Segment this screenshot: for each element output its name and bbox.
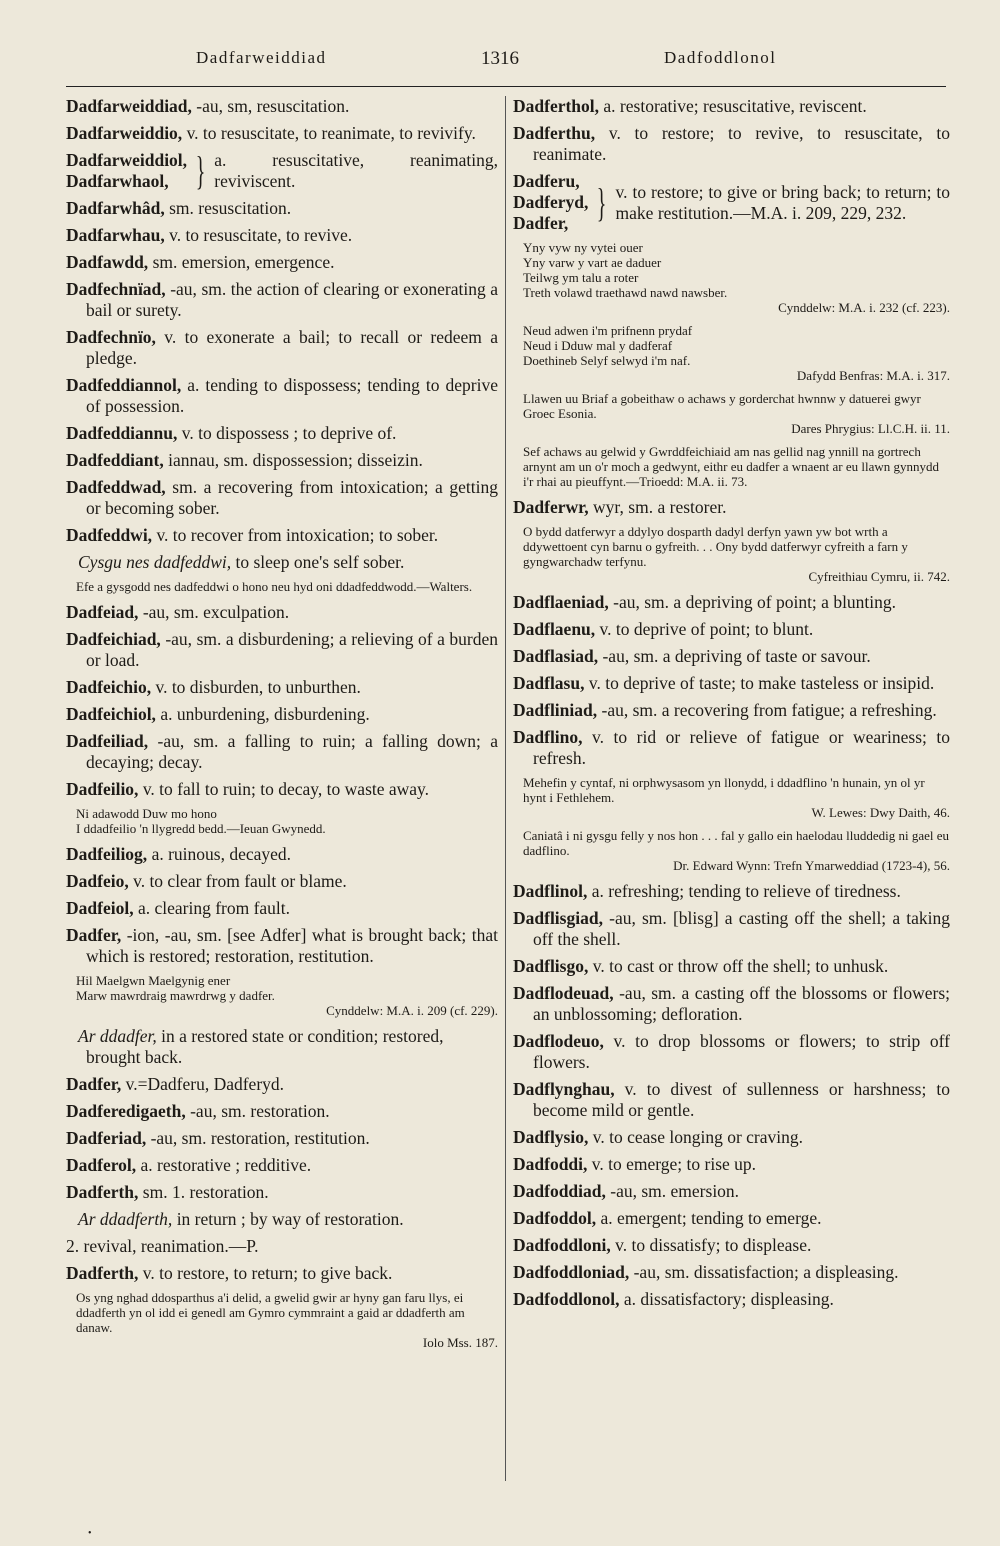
phrase-gloss: in return ; by way of restoration. — [172, 1209, 404, 1229]
entry-group — [513, 171, 950, 234]
citation — [513, 775, 950, 820]
definition: -au, sm. [blisg] a casting off the shell; a taking off the shell. — [533, 908, 950, 949]
dictionary-entry — [66, 602, 498, 623]
entry-group — [66, 150, 498, 192]
running-head-left: Dadfarweiddiad — [196, 48, 327, 67]
definition: v. to resuscitate, to reanimate, to revivify. — [182, 123, 476, 143]
headword: Dadflaeniad, — [513, 592, 609, 612]
definition: v. to restore; to revive, to resuscitate, to reanimate. — [533, 123, 950, 164]
definition: sm. emersion, emergence. — [148, 252, 335, 272]
headword: Dadfarweiddiad, — [66, 96, 192, 116]
citation-source: Dafydd Benfras: M.A. i. 317. — [796, 368, 950, 383]
dictionary-entry — [513, 673, 950, 694]
headword: Dadflino, — [513, 727, 583, 747]
headword: Dadfarweiddio, — [66, 123, 183, 143]
headword: Dadflodeuad, — [513, 983, 614, 1003]
citation-line: Neud i Dduw mal y dadferaf — [523, 338, 673, 353]
dictionary-entry — [513, 619, 950, 640]
headword: Dadfeichiad, — [66, 629, 161, 649]
definition: v. to emerge; to rise up. — [587, 1154, 757, 1174]
definition: v. to cast or throw off the shell; to unhusk. — [588, 956, 889, 976]
citation-source: Cynddelw: M.A. i. 232 (cf. 223). — [778, 300, 950, 315]
headword: Dadfarwhaol, — [66, 171, 169, 191]
definition: -au, sm. emersion. — [605, 1181, 740, 1201]
definition: v. to restore, to return; to give back. — [138, 1263, 393, 1283]
dictionary-entry — [513, 123, 950, 165]
dictionary-entry — [66, 252, 498, 273]
definition: v. to dissatisfy; to displease. — [610, 1235, 812, 1255]
definition: v. to rid or relieve of fatigue or weariness; to refresh. — [533, 727, 950, 768]
definition: sm. 1. restoration. — [138, 1182, 269, 1202]
headword: Dadferthol, — [513, 96, 600, 116]
dictionary-entry — [66, 225, 498, 246]
headword: Dadflysio, — [513, 1127, 589, 1147]
definition: sm. a recovering from intoxication; a getting or becoming sober. — [86, 477, 498, 518]
definition: a. restorative; resuscitative, reviscent. — [599, 96, 867, 116]
citation — [513, 323, 950, 383]
definition: iannau, sm. dispossession; disseizin. — [163, 450, 423, 470]
dictionary-entry — [66, 96, 498, 117]
citation-line: Efe a gysgodd nes dadfeddwi o hono neu hyd oni ddadfeddwodd.—Walters. — [76, 579, 473, 594]
dictionary-entry — [66, 525, 498, 546]
definition: a. dissatisfactory; displeasing. — [619, 1289, 834, 1309]
headword: Dadfeddwi, — [66, 525, 153, 545]
dictionary-entry — [513, 881, 950, 902]
definition: v. to disburden, to unburthen. — [151, 677, 361, 697]
headword: Dadferyd, — [513, 192, 589, 212]
dictionary-entry — [513, 1079, 950, 1121]
definition: a. unburdening, disburdening. — [155, 704, 370, 724]
phrase: Cysgu nes dadfeddwi, — [78, 552, 232, 572]
dictionary-entry — [66, 1074, 498, 1095]
dictionary-entry — [513, 592, 950, 613]
headword-stack — [66, 150, 187, 192]
definition: -au, sm. dissatisfaction; a displeasing. — [629, 1262, 899, 1282]
definition: v. to fall to ruin; to decay, to waste away. — [138, 779, 430, 799]
dictionary-entry — [513, 1181, 950, 1202]
citation-line: Yny varw y vart ae daduer — [523, 255, 662, 270]
dictionary-entry — [513, 908, 950, 950]
citation-line: Ni adawodd Duw mo hono — [76, 806, 217, 821]
headword: Dadfeiad, — [66, 602, 139, 622]
phrase-gloss: in a restored state or condition; restored, brought back. — [86, 1026, 444, 1067]
definition: a. restorative ; redditive. — [136, 1155, 312, 1175]
dictionary-entry — [66, 629, 498, 671]
citation — [66, 806, 498, 836]
headword: Dadfeddiannu, — [66, 423, 178, 443]
headword: Dadflinol, — [513, 881, 588, 901]
dictionary-entry — [513, 497, 950, 518]
headword: Dadflisgiad, — [513, 908, 603, 928]
definition: wyr, sm. a restorer. — [588, 497, 727, 517]
headword: Dadfarwhau, — [66, 225, 165, 245]
dictionary-entry — [513, 1127, 950, 1148]
definition: sm. resuscitation. — [164, 198, 292, 218]
dictionary-entry — [513, 1289, 950, 1310]
citation-source: W. Lewes: Dwy Daith, 46. — [811, 805, 950, 820]
dictionary-entry — [513, 1154, 950, 1175]
dictionary-entry — [66, 198, 498, 219]
page-number: 1316 — [481, 48, 519, 69]
dictionary-entry — [513, 700, 950, 721]
dictionary-entry — [66, 779, 498, 800]
running-head-right: Dadfoddlonol — [664, 48, 777, 67]
definition: v. to drop blossoms or flowers; to strip off flowers. — [533, 1031, 950, 1072]
headword: Dadferiad, — [66, 1128, 147, 1148]
phrase-gloss: to sleep one's self sober. — [231, 552, 405, 572]
stray-mark: • — [88, 1528, 92, 1539]
definition: a. ruinous, decayed. — [147, 844, 292, 864]
dictionary-entry — [66, 1101, 498, 1122]
dictionary-entry — [66, 1128, 498, 1149]
headword: Dadfarwhâd, — [66, 198, 165, 218]
citation — [66, 579, 498, 594]
headword: Dadfeichio, — [66, 677, 152, 697]
example-phrase — [66, 552, 498, 573]
headword: Dadfliniad, — [513, 700, 598, 720]
citation-line: O bydd datferwyr a ddylyo dosparth dadyl derfyn yawn yw bot wrth a ddywettoent cyn barnu o gyfreith. . . Ony bydd datferwyr cyfreith a farn y gyngwarchadw terfynu. — [523, 524, 908, 569]
headword: Dadflaenu, — [513, 619, 596, 639]
definition: v. to clear from fault or blame. — [128, 871, 347, 891]
citation — [66, 1290, 498, 1350]
definition: -au, sm, resuscitation. — [191, 96, 350, 116]
definition: -au, sm. restoration. — [185, 1101, 330, 1121]
headword: Dadfarweiddiol, — [66, 150, 188, 170]
dictionary-entry — [66, 898, 498, 919]
headword: Dadflisgo, — [513, 956, 589, 976]
headword: Dadfeiol, — [66, 898, 134, 918]
headword: Dadfoddi, — [513, 1154, 588, 1174]
dictionary-entry — [66, 375, 498, 417]
column-divider — [505, 96, 506, 1481]
definition: v. to recover from intoxication; to sober. — [152, 525, 439, 545]
headword: Dadfeddiannol, — [66, 375, 182, 395]
definition: a. tending to dispossess; tending to deprive of possession. — [86, 375, 498, 416]
dictionary-entry — [66, 123, 498, 144]
headword: Dadferthu, — [513, 123, 596, 143]
citation-line: Teilwg ym talu a roter — [523, 270, 639, 285]
citation — [513, 240, 950, 315]
definition: -au, sm. a casting off the blossoms or flowers; an unblossoming; defloration. — [533, 983, 950, 1024]
citation-line: Caniatâ i ni gysgu felly y nos hon . . . fal y gallo ein haelodau lluddedig ni gael eu dadflino. — [523, 828, 950, 858]
dictionary-entry — [66, 1263, 498, 1284]
dictionary-entry — [66, 477, 498, 519]
dictionary-entry — [66, 731, 498, 773]
definition: -au, sm. a disburdening; a relieving of a burden or load. — [86, 629, 498, 670]
headword: Dadfechnïo, — [66, 327, 156, 347]
dictionary-entry — [66, 279, 498, 321]
citation-line: I ddadfeilio 'n llygredd bedd.—Ieuan Gwynedd. — [76, 821, 326, 836]
definition: -au, sm. restoration, restitution. — [146, 1128, 370, 1148]
citation-line: Yny vyw ny vytei ouer — [523, 240, 643, 255]
citation — [513, 524, 950, 584]
definition: v. to restore; to give or bring back; to return; to make restitution.—M.A. i. 209, 229, 232. — [615, 181, 950, 223]
dictionary-entry — [513, 646, 950, 667]
headword: Dadfeiliad, — [66, 731, 149, 751]
sense-line: 2. revival, reanimation.—P. — [66, 1236, 259, 1256]
definition: -au, sm. a falling to ruin; a falling down; a decaying; decay. — [86, 731, 498, 772]
definition: v. to resuscitate, to revive. — [164, 225, 353, 245]
headword: Dadfer, — [513, 213, 569, 233]
headword: Dadfawdd, — [66, 252, 149, 272]
citation-line: Os yng nghad ddosparthus a'i delid, a gwelid gwir ar hyny gan faru llys, ei ddadferth yn ol idd ei genedl am Gymro cymmraint a gaid ar ddadferth am danaw. — [76, 1290, 465, 1335]
citation — [513, 444, 950, 489]
phrase: Ar ddadferth, — [78, 1209, 173, 1229]
citation — [66, 973, 498, 1018]
dictionary-entry — [513, 96, 950, 117]
dictionary-entry — [513, 956, 950, 977]
dictionary-entry — [513, 1235, 950, 1256]
definition: v.=Dadferu, Dadferyd. — [121, 1074, 285, 1094]
dictionary-entry — [66, 1155, 498, 1176]
definition: -au, sm. exculpation. — [138, 602, 290, 622]
definition: a. refreshing; tending to relieve of tiredness. — [587, 881, 901, 901]
citation-source: Cynddelw: M.A. i. 209 (cf. 229). — [326, 1003, 498, 1018]
citation-line: Treth volawd traethawd nawd nawsber. — [523, 285, 728, 300]
headword: Dadflynghau, — [513, 1079, 615, 1099]
dictionary-entry — [66, 1182, 498, 1203]
definition: v. to divest of sullenness or harshness; to become mild or gentle. — [533, 1079, 950, 1120]
dictionary-entry — [66, 704, 498, 725]
definition: v. to deprive of point; to blunt. — [595, 619, 814, 639]
citation — [513, 828, 950, 873]
dictionary-entry — [513, 727, 950, 769]
headword: Dadferu, — [513, 171, 580, 191]
dictionary-entry — [513, 1031, 950, 1073]
dictionary-entry — [66, 327, 498, 369]
citation-line: Hil Maelgwn Maelgynig ener — [76, 973, 231, 988]
dictionary-entry — [66, 871, 498, 892]
citation-source: Dares Phrygius: Ll.C.H. ii. 11. — [791, 421, 950, 436]
headword: Dadfeilio, — [66, 779, 139, 799]
definition: v. to dispossess ; to deprive of. — [177, 423, 397, 443]
headword: Dadfoddloniad, — [513, 1262, 630, 1282]
citation-line: Llawen uu Briaf a gobeithaw o achaws y gorderchat hwnnw y datuerei gwyr Groec Esonia. — [523, 391, 921, 421]
definition: v. to deprive of taste; to make tasteless or insipid. — [584, 673, 935, 693]
example-phrase — [66, 1026, 498, 1068]
dictionary-entry — [66, 677, 498, 698]
citation — [513, 391, 950, 436]
dictionary-entry — [66, 844, 498, 865]
headword: Dadfoddiad, — [513, 1181, 606, 1201]
headword: Dadfoddloni, — [513, 1235, 611, 1255]
definition: a. resuscitative, reanimating, reviviscent. — [214, 150, 498, 191]
citation-source: Iolo Mss. 187. — [422, 1335, 498, 1350]
header-rule — [66, 86, 946, 87]
citation-line: Neud adwen i'm prifnenn prydaf — [523, 323, 693, 338]
headword: Dadfoddlonol, — [513, 1289, 620, 1309]
citation-line: Sef achaws au gelwid y Gwrddfeichiaid am nas gellid nag ynnill na gortrech arnynt am un o'r moch a gedwynt, eithr eu dadfer a wnaent ar eu llawn gynnydd i'r rhai au pieuffynt.—Trioedd: M.A. ii. 73. — [523, 444, 940, 489]
citation-line: Doethineb Selyf selwyd i'm naf. — [523, 353, 691, 368]
definition: v. to exonerate a bail; to recall or redeem a pledge. — [86, 327, 498, 368]
headword-stack — [513, 171, 588, 234]
phrase: Ar ddadfer, — [78, 1026, 157, 1046]
headword: Dadfeiliog, — [66, 844, 148, 864]
definition: -au, sm. the action of clearing or exonerating a bail or surety. — [86, 279, 498, 320]
headword: Dadferedigaeth, — [66, 1101, 186, 1121]
headword: Dadfer, — [66, 925, 122, 945]
dictionary-entry — [66, 925, 498, 967]
citation-line: Marw mawrdraig mawrdrwg y dadfer. — [76, 988, 275, 1003]
dictionary-entry — [66, 423, 498, 444]
citation-source: Dr. Edward Wynn: Trefn Ymarweddiad (1723-4), 56. — [673, 858, 950, 873]
dictionary-entry — [66, 450, 498, 471]
headword: Dadflasu, — [513, 673, 585, 693]
left-column — [66, 96, 498, 1358]
headword: Dadfechnïad, — [66, 279, 166, 299]
dictionary-entry — [513, 1262, 950, 1283]
headword: Dadflasiad, — [513, 646, 599, 666]
definition: a. clearing from fault. — [133, 898, 291, 918]
definition: -ion, -au, sm. [see Adfer] what is brought back; that which is restored; restoration, restitution. — [86, 925, 498, 966]
example-phrase — [66, 1209, 498, 1230]
headword: Dadferth, — [66, 1182, 139, 1202]
definition: a. emergent; tending to emerge. — [596, 1208, 822, 1228]
headword: Dadfeddwad, — [66, 477, 166, 497]
headword: Dadferwr, — [513, 497, 589, 517]
definition: -au, sm. a depriving of point; a blunting. — [608, 592, 897, 612]
headword: Dadferol, — [66, 1155, 137, 1175]
headword: Dadfer, — [66, 1074, 122, 1094]
dictionary-entry — [513, 983, 950, 1025]
headword: Dadfoddol, — [513, 1208, 597, 1228]
headword: Dadferth, — [66, 1263, 139, 1283]
headword: Dadfeio, — [66, 871, 129, 891]
definition: v. to cease longing or craving. — [588, 1127, 803, 1147]
dictionary-entry — [513, 1208, 950, 1229]
brace: } — [597, 179, 607, 225]
brace: } — [195, 148, 206, 193]
headword: Dadfeddiant, — [66, 450, 164, 470]
definition: -au, sm. a depriving of taste or savour. — [598, 646, 871, 666]
citation-source: Cyfreithiau Cymru, ii. 742. — [808, 569, 950, 584]
headword: Dadfeichiol, — [66, 704, 156, 724]
definition: -au, sm. a recovering from fatigue; a refreshing. — [597, 700, 937, 720]
headword: Dadflodeuo, — [513, 1031, 604, 1051]
right-column — [513, 96, 950, 1316]
citation-line: Mehefin y cyntaf, ni orphwysasom yn llonydd, i ddadflino 'n hunain, yn ol yr hynt i Fethlehem. — [523, 775, 925, 805]
